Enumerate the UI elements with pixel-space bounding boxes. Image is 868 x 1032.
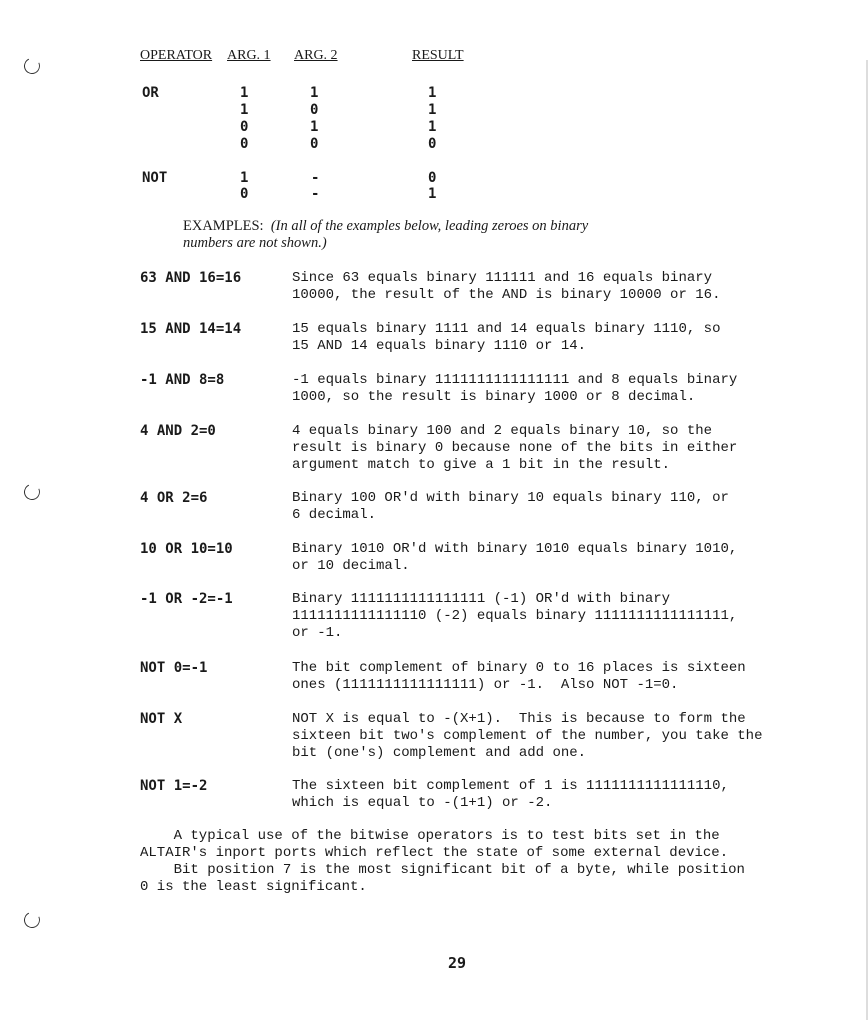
explanation-line: ones (1111111111111111) or -1. Also NOT -1=0. bbox=[292, 677, 679, 693]
paragraph-line: ALTAIR's inport ports which reflect the state of some external device. bbox=[140, 845, 729, 861]
table-cell: 1 bbox=[310, 119, 319, 135]
example-expression: 10 OR 10=10 bbox=[140, 541, 233, 557]
table-cell: 1 bbox=[428, 119, 437, 135]
explanation-line: 4 equals binary 100 and 2 equals binary 10, so the bbox=[292, 423, 713, 439]
binder-hole-icon bbox=[22, 56, 43, 77]
example-explanation bbox=[292, 490, 772, 524]
example-explanation bbox=[292, 711, 772, 762]
example-explanation bbox=[292, 423, 772, 474]
table-cell: 0 bbox=[310, 102, 319, 118]
table-cell: 1 bbox=[428, 186, 437, 202]
explanation-line: NOT X is equal to -(X+1). This is because to form the bbox=[292, 711, 746, 727]
table-cell: 0 bbox=[428, 170, 437, 186]
table-cell: - bbox=[311, 186, 320, 202]
explanation-line: 10000, the result of the AND is binary 10000 or 16. bbox=[292, 287, 721, 303]
table-cell: - bbox=[311, 170, 320, 186]
example-explanation bbox=[292, 321, 772, 355]
examples-note-line2: numbers are not shown.) bbox=[183, 235, 327, 251]
examples-note-line1: (In all of the examples below, leading zeroes on binary bbox=[270, 218, 589, 234]
example-explanation bbox=[292, 660, 772, 694]
page-number: 29 bbox=[448, 954, 467, 972]
example-expression: 15 AND 14=14 bbox=[140, 321, 242, 337]
binder-hole-icon bbox=[22, 482, 43, 503]
example-expression: NOT X bbox=[140, 711, 183, 727]
explanation-line: Since 63 equals binary 111111 and 16 equals binary bbox=[292, 270, 713, 286]
examples-label: EXAMPLES: bbox=[183, 218, 264, 234]
example-expression: -1 AND 8=8 bbox=[140, 372, 225, 388]
example-expression: -1 OR -2=-1 bbox=[140, 591, 233, 607]
explanation-line: result is binary 0 because none of the bits in either bbox=[292, 440, 738, 456]
example-explanation bbox=[292, 591, 772, 642]
example-expression: 4 OR 2=6 bbox=[140, 490, 208, 506]
table-cell: 1 bbox=[428, 102, 437, 118]
explanation-line: or 10 decimal. bbox=[292, 558, 410, 574]
table-cell: 1 bbox=[428, 85, 437, 101]
example-explanation bbox=[292, 270, 772, 304]
binder-hole-icon bbox=[22, 910, 43, 931]
table-cell: 0 bbox=[310, 136, 319, 152]
explanation-line: Binary 1111111111111111 (-1) OR'd with binary bbox=[292, 591, 671, 607]
explanation-line: argument match to give a 1 bit in the result. bbox=[292, 457, 671, 473]
table-cell: 0 bbox=[240, 136, 249, 152]
explanation-line: 1000, so the result is binary 1000 or 8 decimal. bbox=[292, 389, 696, 405]
operator-or: OR bbox=[142, 85, 159, 101]
example-expression: 4 AND 2=0 bbox=[140, 423, 216, 439]
operator-not: NOT bbox=[142, 170, 168, 186]
explanation-line: 1111111111111110 (-2) equals binary 1111111111111111, bbox=[292, 608, 738, 624]
example-expression: 63 AND 16=16 bbox=[140, 270, 242, 286]
example-expression: NOT 0=-1 bbox=[140, 660, 208, 676]
header-operator: OPERATOR bbox=[140, 48, 213, 63]
paragraph-line: A typical use of the bitwise operators is to test bits set in the bbox=[140, 828, 720, 844]
examples-heading bbox=[183, 218, 763, 252]
table-cell: 1 bbox=[240, 102, 249, 118]
explanation-line: bit (one's) complement and add one. bbox=[292, 745, 587, 761]
example-expression: NOT 1=-2 bbox=[140, 778, 208, 794]
example-explanation bbox=[292, 778, 772, 812]
paragraph-line: Bit position 7 is the most significant bit of a byte, while position bbox=[140, 862, 745, 878]
explanation-line: which is equal to -(1+1) or -2. bbox=[292, 795, 553, 811]
table-cell: 1 bbox=[240, 170, 249, 186]
header-arg1: ARG. 1 bbox=[227, 48, 271, 63]
explanation-line: 15 AND 14 equals binary 1110 or 14. bbox=[292, 338, 587, 354]
example-explanation bbox=[292, 372, 772, 406]
header-result: RESULT bbox=[412, 48, 464, 63]
table-cell: 0 bbox=[240, 119, 249, 135]
explanation-line: Binary 1010 OR'd with binary 1010 equals binary 1010, bbox=[292, 541, 738, 557]
table-cell: 0 bbox=[240, 186, 249, 202]
explanation-line: -1 equals binary 1111111111111111 and 8 equals binary bbox=[292, 372, 738, 388]
table-cell: 1 bbox=[240, 85, 249, 101]
explanation-line: Binary 100 OR'd with binary 10 equals binary 110, or bbox=[292, 490, 729, 506]
explanation-line: 15 equals binary 1111 and 14 equals binary 1110, so bbox=[292, 321, 721, 337]
closing-paragraph bbox=[140, 828, 780, 896]
explanation-line: 6 decimal. bbox=[292, 507, 377, 523]
table-cell: 1 bbox=[310, 85, 319, 101]
explanation-line: or -1. bbox=[292, 625, 343, 641]
example-explanation bbox=[292, 541, 772, 575]
table-cell: 0 bbox=[428, 136, 437, 152]
explanation-line: sixteen bit two's complement of the number, you take the bbox=[292, 728, 763, 744]
explanation-line: The bit complement of binary 0 to 16 places is sixteen bbox=[292, 660, 746, 676]
paragraph-line: 0 is the least significant. bbox=[140, 879, 367, 895]
explanation-line: The sixteen bit complement of 1 is 1111111111111110, bbox=[292, 778, 729, 794]
header-arg2: ARG. 2 bbox=[294, 48, 338, 63]
